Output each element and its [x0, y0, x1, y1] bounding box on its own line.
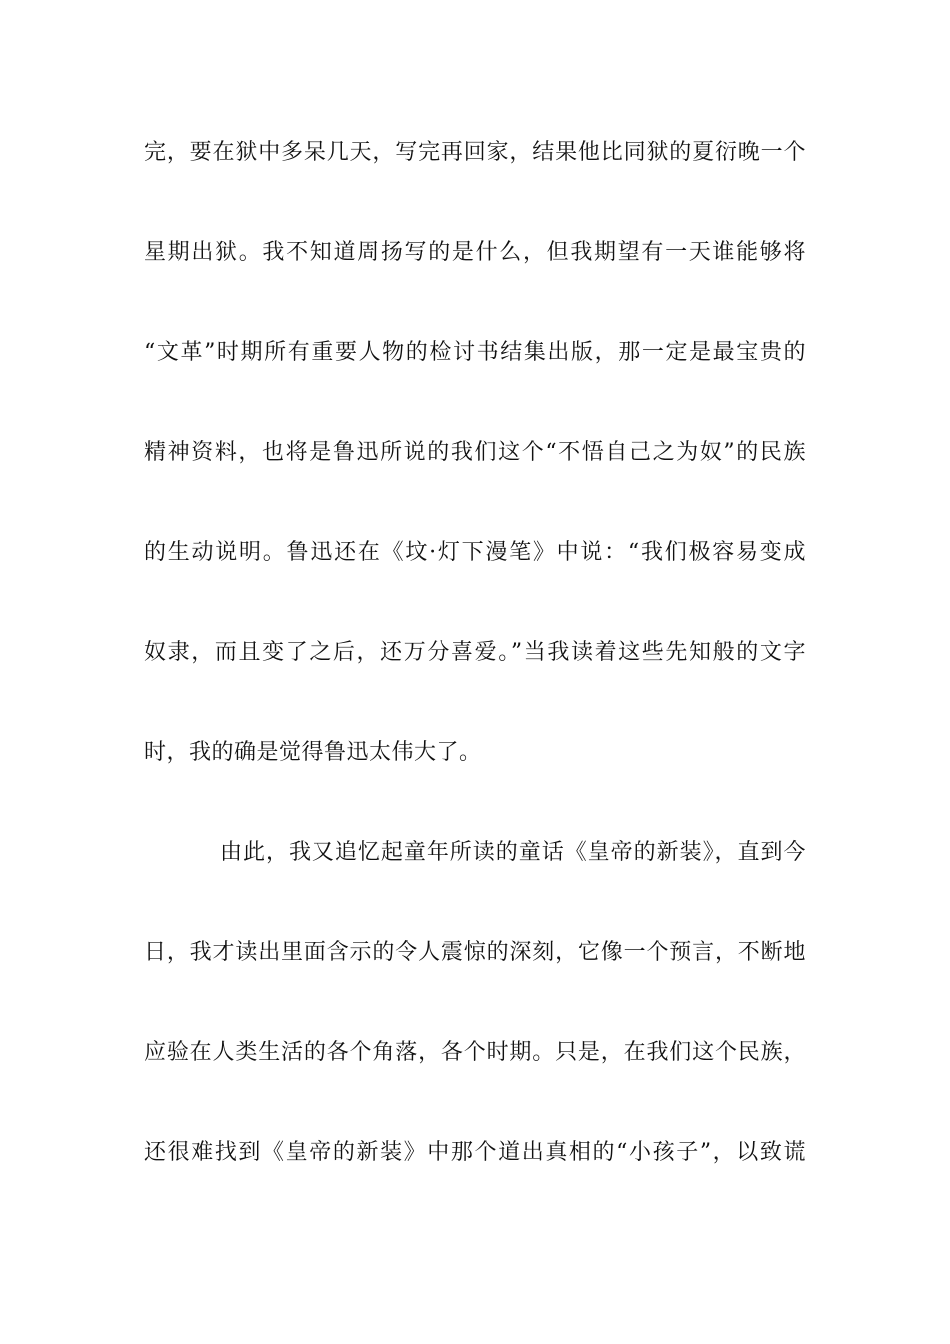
- text-line: 日，我才读出里面含示的令人震惊的深刻，它像一个预言，不断地: [144, 940, 806, 965]
- text-line: “文革”时期所有重要人物的检讨书结集出版，那一定是最宝贵的: [144, 340, 806, 365]
- paragraph-end-line: 时，我的确是觉得鲁迅太伟大了。: [144, 740, 482, 765]
- body-text: [144, 128, 806, 1228]
- text-line: 完，要在狱中多呆几天，写完再回家，结果他比同狱的夏衍晚一个: [144, 140, 806, 165]
- text-line: 精神资料，也将是鲁迅所说的我们这个“不悟自己之为奴”的民族: [144, 440, 806, 465]
- text-line: 奴隶，而且变了之后，还万分喜爱。”当我读着这些先知般的文字: [144, 640, 806, 665]
- paragraph-start-line: 由此，我又追忆起童年所读的童话《皇帝的新装》，直到今: [220, 840, 806, 865]
- text-line: 星期出狱。我不知道周扬写的是什么，但我期望有一天谁能够将: [144, 240, 806, 265]
- text-line: 应验在人类生活的各个角落，各个时期。只是，在我们这个民族，: [144, 1040, 806, 1065]
- text-line: 还很难找到《皇帝的新装》中那个道出真相的“小孩子”，以致谎: [144, 1140, 806, 1165]
- text-line: 的生动说明。鲁迅还在《坟·灯下漫笔》中说：“我们极容易变成: [144, 540, 806, 565]
